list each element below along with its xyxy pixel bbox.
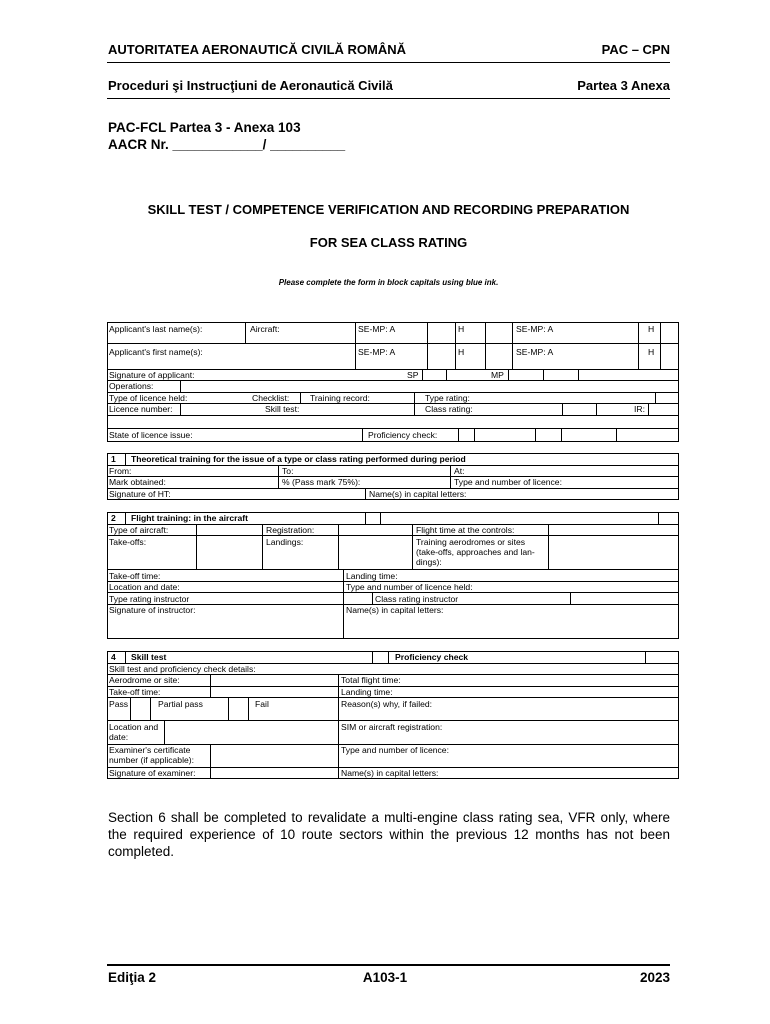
- authority-name: AUTORITATEA AERONAUTICĂ CIVILĂ ROMÂNĂ: [108, 42, 407, 57]
- form-instruction: Please complete the form in block capitals using blue ink.: [278, 278, 499, 287]
- footer-rule: [107, 964, 670, 966]
- checklist-label: Checklist:: [252, 393, 290, 403]
- skill-test-label: Skill test:: [265, 404, 300, 414]
- h-label-3: H: [458, 347, 465, 357]
- last-name-label: Applicant's last name(s):: [109, 324, 203, 334]
- sim-registration-label: SIM or aircraft registration:: [341, 722, 443, 732]
- proficiency-check-heading: Proficiency check: [395, 652, 469, 662]
- aircraft-label: Aircraft:: [250, 324, 280, 334]
- to-label: To:: [282, 466, 294, 476]
- section-4-number: 4: [111, 652, 116, 662]
- test-location-date-label: Location and date:: [109, 722, 159, 742]
- from-label: From:: [109, 466, 132, 476]
- semp-a-label: SE-MP: A: [358, 324, 396, 334]
- footer-year: 2023: [639, 970, 670, 985]
- form-title-line-2: FOR SEA CLASS RATING: [309, 235, 468, 250]
- proficiency-check-label: Proficiency check:: [368, 430, 438, 440]
- mark-obtained-label: Mark obtained:: [109, 477, 166, 487]
- state-issue-label: State of licence issue:: [109, 430, 193, 440]
- licence-type-number-label: Type and number of licence:: [454, 477, 562, 487]
- footer-edition: Ediţia 2: [108, 970, 157, 985]
- document-code: PAC – CPN: [601, 42, 670, 57]
- section-2-title: Flight training: in the aircraft: [131, 513, 248, 523]
- type-rating-label: Type rating:: [425, 393, 470, 403]
- reference-line-2: AACR Nr. ____________/ __________: [108, 137, 346, 152]
- examiner-names-label: Name(s) in capital letters:: [341, 768, 439, 778]
- reference-line-1: PAC-FCL Partea 3 - Anexa 103: [108, 120, 301, 135]
- mp-label: MP: [491, 370, 504, 380]
- flight-time-controls-label: Flight time at the controls:: [416, 525, 515, 535]
- ir-label: IR:: [634, 404, 645, 414]
- type-rating-instructor-label: Type rating instructor: [109, 594, 190, 604]
- procedures-title: Proceduri şi Instrucţiuni de Aeronautică Civilă: [108, 78, 393, 93]
- examiner-licence-label: Type and number of licence:: [341, 745, 449, 755]
- applicant-frame: [107, 322, 679, 442]
- semp-a-label-2: SE-MP: A: [516, 324, 554, 334]
- h-label-4: H: [648, 347, 655, 357]
- licence-number-label: Licence number:: [109, 404, 173, 414]
- part-label: Partea 3 Anexa: [577, 78, 670, 93]
- location-date-label: Location and date:: [109, 582, 180, 592]
- landings-label: Landings:: [266, 537, 304, 547]
- licence-type-label: Type of licence held:: [109, 393, 188, 403]
- signature-applicant-label: Signature of applicant:: [109, 370, 195, 380]
- form-title-line-1: SKILL TEST / COMPETENCE VERIFICATION AND RECORDING PREPARATION: [147, 202, 630, 217]
- h-label-2: H: [648, 324, 655, 334]
- instructor-names-label: Name(s) in capital letters:: [346, 605, 444, 615]
- test-takeoff-time-label: Take-off time:: [109, 687, 161, 697]
- class-rating-label: Class rating:: [425, 404, 473, 414]
- section-4-title: Skill test: [131, 652, 167, 662]
- test-landing-time-label: Landing time:: [341, 687, 393, 697]
- section-2-number: 2: [111, 513, 116, 523]
- licence-held-label: Type and number of licence held:: [346, 582, 473, 592]
- at-label: At:: [454, 466, 465, 476]
- signature-ht-label: Signature of HT:: [109, 489, 171, 499]
- training-aerodromes-label: Training aerodromes or sites (take-offs, approaches and lan-dings):: [416, 537, 535, 567]
- footer-page-number: A103-1: [362, 970, 408, 985]
- first-name-label: Applicant's first name(s):: [109, 347, 203, 357]
- aircraft-type-label: Type of aircraft:: [109, 525, 169, 535]
- semp-a-label-3: SE-MP: A: [358, 347, 396, 357]
- semp-a-label-4: SE-MP: A: [516, 347, 554, 357]
- operations-label: Operations:: [109, 381, 154, 391]
- section-6-note: Section 6 shall be completed to revalidate a multi-engine class rating sea, VFR only, where the required experience of 10 route sectors within the previous 12 months has not been completed.: [108, 810, 670, 859]
- pass-mark-label: % (Pass mark 75%):: [282, 477, 361, 487]
- landing-time-label: Landing time:: [346, 571, 398, 581]
- names-capital-label: Name(s) in capital letters:: [369, 489, 467, 499]
- section-1-title: Theoretical training for the issue of a type or class rating performed during period: [131, 454, 466, 464]
- pass-label: Pass: [109, 699, 129, 709]
- training-record-label: Training record:: [310, 393, 370, 403]
- signature-instructor-label: Signature of instructor:: [109, 605, 196, 615]
- examiner-certificate-label: Examiner's certificate number (if applicable):: [109, 745, 195, 765]
- partial-pass-label: Partial pass: [158, 699, 203, 709]
- takeoffs-label: Take-offs:: [109, 537, 147, 547]
- header-rule-2: [107, 98, 670, 99]
- header-rule: [107, 62, 670, 63]
- takeoff-time-label: Take-off time:: [109, 571, 161, 581]
- fail-label: Fail: [255, 699, 269, 709]
- aerodrome-label: Aerodrome or site:: [109, 675, 180, 685]
- sp-label: SP: [407, 370, 419, 380]
- class-rating-instructor-label: Class rating instructor: [375, 594, 459, 604]
- signature-examiner-label: Signature of examiner:: [109, 768, 196, 778]
- test-details-label: Skill test and proficiency check details:: [109, 664, 256, 674]
- registration-label: Registration:: [266, 525, 315, 535]
- section-1-number: 1: [111, 454, 116, 464]
- h-label: H: [458, 324, 465, 334]
- total-flight-time-label: Total flight time:: [341, 675, 401, 685]
- reasons-failed-label: Reason(s) why, if failed:: [341, 699, 433, 709]
